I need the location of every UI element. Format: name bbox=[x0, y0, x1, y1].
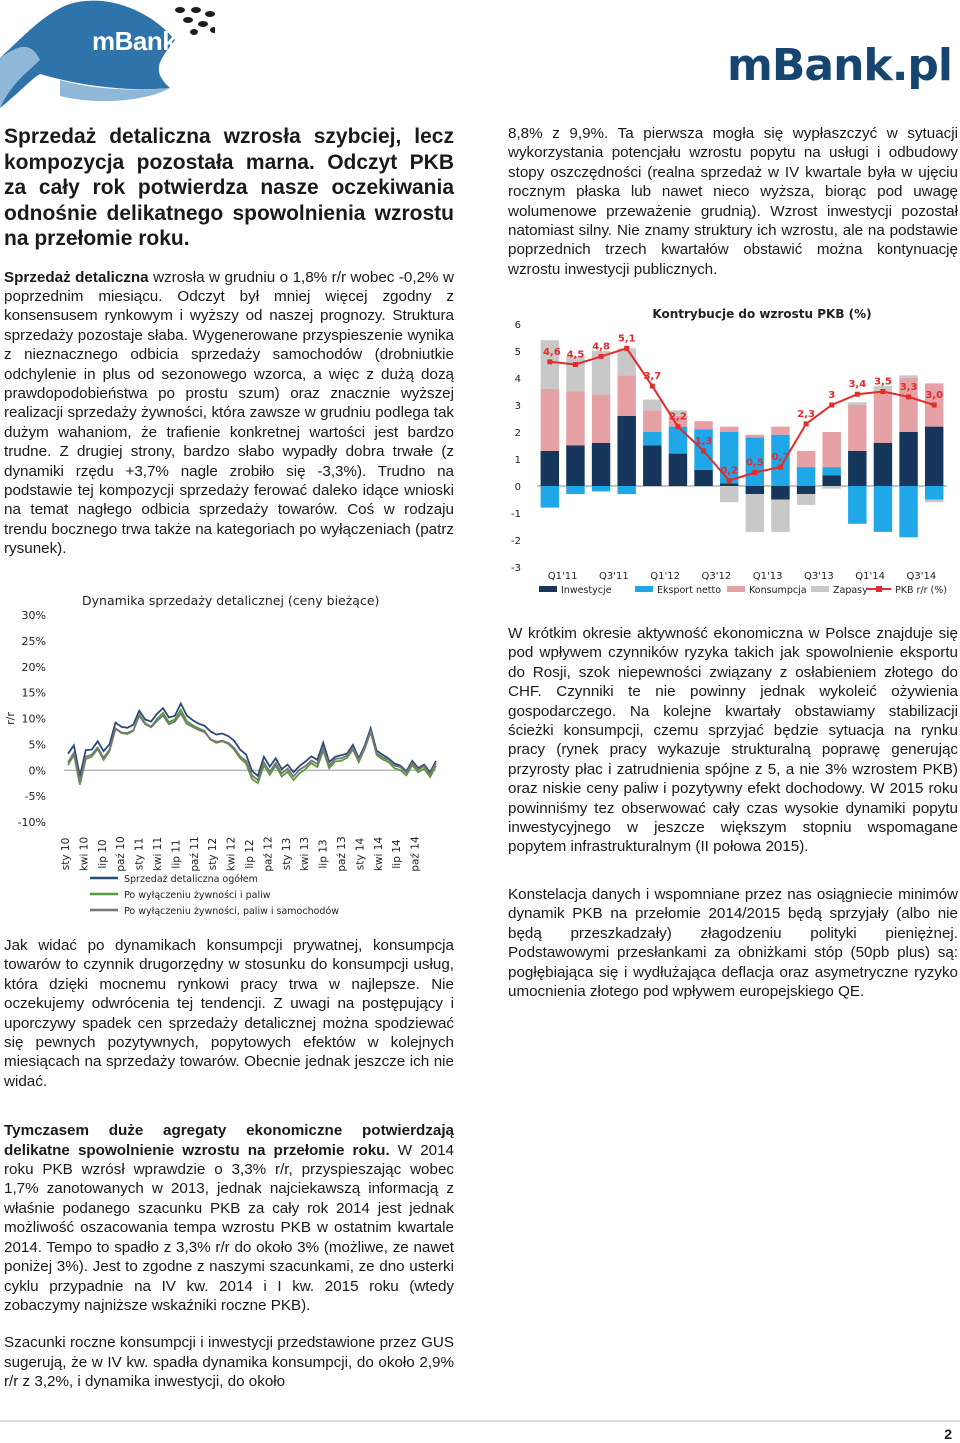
x-tick-label: sty 12 bbox=[207, 837, 220, 871]
bar-segment bbox=[720, 483, 738, 486]
left-column-top bbox=[4, 124, 454, 559]
bar-segment bbox=[822, 467, 840, 475]
consumption-paragraph: Jak widać po dynamikach konsumpcji prywatnej, konsumpcja towarów to czynnik drugorzędny w stosunku do konsumpcji usług, która dzięki mocnemu rynkowi pracy trwa w najlepsze. Nie oczekujemy odwrócenia tej tendencji. Z uwagi na postępujący i uporczywy spadek cen sprzedaży detalicznej można spodziewać się pewnych pozytywnych, popytowych efektów w kolejnych miesiącach na sprzedaży towarów. Obecnie jednak jeszcze ich nie widać. bbox=[4, 937, 454, 1090]
gdp-contribution-chart bbox=[505, 302, 960, 607]
x-tick-label: paź 13 bbox=[336, 836, 348, 872]
x-tick-label: lip 14 bbox=[391, 839, 404, 869]
bar-segment bbox=[874, 486, 892, 532]
x-tick-label: kwi 10 bbox=[78, 836, 91, 872]
x-tick-label: paź 11 bbox=[188, 836, 201, 872]
bar-segment bbox=[746, 494, 764, 532]
bar-segment bbox=[541, 486, 559, 508]
legend-label: Po wyłączeniu żywności i paliw bbox=[124, 890, 271, 901]
gdp-marker bbox=[880, 389, 885, 394]
bar-segment bbox=[822, 475, 840, 486]
bar-segment bbox=[720, 427, 738, 432]
gdp-marker bbox=[599, 354, 604, 359]
gdp-marker bbox=[650, 384, 655, 389]
bar-segment bbox=[566, 446, 584, 487]
retail-sales-paragraph bbox=[4, 268, 454, 559]
retail-sales-text: wzrosła w grudniu o 1,8% r/r wobec -0,2% w poprzednim miesiącu. Odczyt był mniej więcej zgodny z konsensusem rynkowym i wyższy od naszej prognozy. Struktura sprzedaży pozostaje słaba. Wygenerowane przyspieszenie wynika z nieznacznego odbicia sprzedaży samochodów (drobniutkie odchylenie in plus od sezonowego wzorca, a więc z dużą dozą prawdopodobieństwa po prostu szum) oraz znacznie wyższej realizacji sprzedaży żywności, która zawsze w grudniu podlega tak dużym wahaniom, że trafienie konkretnej wartości jest bardzo trudne. Z drugiej strony, bardzo słabo wypadły dobra trwałe (z dynamiki rzędu +3,7% nagle zrobiło się -3,3%). Trudno na podstawie tej kompozycji sprzedaży ferować daleko idące wnioski na temat nagłego odbicia sprzedaży towarów. Coś w rodzaju trendu bocznego trwa także na kategoriach po wyłączeniach (patrz rysunek). bbox=[4, 268, 455, 558]
gdp-marker bbox=[932, 403, 937, 408]
y-tick-label: -10% bbox=[17, 816, 46, 829]
gdp-marker bbox=[906, 394, 911, 399]
gdp-marker bbox=[573, 362, 578, 367]
bar-segment bbox=[925, 486, 943, 500]
bar-segment bbox=[694, 470, 712, 486]
y-tick-label: 0 bbox=[514, 482, 521, 493]
y-tick-label: 1 bbox=[514, 455, 521, 466]
x-tick-label: kwi 11 bbox=[152, 836, 164, 872]
bar-segment bbox=[746, 486, 764, 494]
x-tick-label: kwi 13 bbox=[299, 836, 312, 872]
gdp-data-label: 2,2 bbox=[669, 411, 687, 423]
bar-segment bbox=[541, 451, 559, 486]
bar-segment bbox=[617, 416, 635, 486]
section-heading: Sprzedaż detaliczna wzrosła szybciej, lecz kompozycja pozostała marna. Odczyt PKB za cały rok potwierdza nasze oczekiwania odnośnie delikatnego spowolnienia wzrostu na przełomie roku. bbox=[4, 125, 454, 250]
bar-segment bbox=[797, 451, 815, 467]
bar-segment bbox=[592, 486, 610, 491]
x-tick-label: Q1'13 bbox=[752, 571, 783, 582]
gdp-marker bbox=[675, 424, 680, 429]
bar-segment bbox=[874, 443, 892, 486]
bar-segment bbox=[899, 432, 917, 486]
legend-swatch bbox=[539, 586, 557, 592]
y-tick-label: 20% bbox=[21, 660, 46, 674]
x-tick-label: Q1'12 bbox=[650, 571, 680, 582]
gdp-marker bbox=[547, 359, 552, 364]
bar-segment bbox=[694, 421, 712, 429]
y-tick-label: -3 bbox=[511, 563, 521, 574]
gdp-data-label: 3,4 bbox=[848, 379, 867, 391]
bar-segment bbox=[771, 427, 789, 435]
legend-label: Po wyłączeniu żywności, paliw i samochodów bbox=[124, 906, 340, 917]
x-tick-label: sty 13 bbox=[280, 837, 293, 871]
y-tick-label: 25% bbox=[21, 634, 46, 648]
x-tick-label: lip 13 bbox=[317, 839, 330, 869]
bar-segment bbox=[822, 486, 840, 489]
x-tick-label: lip 11 bbox=[170, 839, 183, 869]
right-column-bottom bbox=[508, 624, 958, 1001]
y-tick-label: 2 bbox=[514, 428, 521, 439]
legend-label: Sprzedaż detaliczna ogółem bbox=[124, 874, 258, 885]
bar-segment bbox=[617, 375, 635, 416]
bar-segment bbox=[874, 392, 892, 443]
footer-divider bbox=[0, 1420, 960, 1422]
bar-segment bbox=[643, 410, 661, 432]
right-column-top bbox=[508, 124, 958, 279]
gdp-text: W 2014 roku PKB wzrósł wprawdzie o 3,3% r/r, przyspieszając wobec 1,7% zanotowanych w 2013, jednak najciekawszą informacją z właśnie podanego szacunku PKB za cały rok 2014 jest jednak możliwość oszacowania tempa wzrostu PKB w ostatnim kwartale 2014. Tempo to spadło z 3,3% r/r do około 3% (możliwe, ze nawet poniżej 3%). Jest to zgodne z naszymi szacunkami, ze dno usterki cyklu przypadnie na IV kw. 2014 i I kw. 2015 roku (wtedy zobaczymy najniższe wskaźniki roczne PKB). bbox=[4, 1141, 454, 1314]
x-tick-label: Q3'13 bbox=[804, 571, 834, 582]
gdp-marker bbox=[727, 478, 732, 483]
gdp-data-label: 1,3 bbox=[694, 435, 713, 447]
gdp-data-label: 3,0 bbox=[925, 390, 944, 401]
y-tick-label: 10% bbox=[21, 712, 46, 726]
x-tick-label: kwi 12 bbox=[225, 836, 238, 872]
bar-segment bbox=[566, 392, 584, 446]
bar-segment bbox=[797, 467, 815, 486]
gdp-data-label: 3,3 bbox=[899, 381, 918, 393]
y-tick-label: 5 bbox=[514, 347, 521, 358]
bar-segment bbox=[566, 486, 584, 494]
chart-title: Dynamika sprzedaży detalicznej (ceny bieżące) bbox=[82, 593, 380, 608]
y-tick-label: 3 bbox=[514, 401, 521, 412]
estimates-paragraph: Szacunki roczne konsumpcji i inwestycji przedstawione przez GUS sugerują, że w IV kw. spadła dynamika konsumpcji, do około 2,9% r/r z 3,2%, i dynamika inwestycji, do około bbox=[4, 1334, 454, 1391]
mbank-logo-text: mBank bbox=[92, 26, 177, 56]
gdp-data-label: 3,7 bbox=[643, 371, 662, 383]
gdp-marker bbox=[752, 470, 757, 475]
gdp-marker bbox=[701, 448, 706, 453]
legend-label: Eksport netto bbox=[657, 585, 722, 596]
y-tick-label: -5% bbox=[24, 790, 46, 804]
bar-segment bbox=[822, 432, 840, 467]
bar-segment bbox=[643, 432, 661, 446]
bar-segment bbox=[848, 451, 866, 486]
gdp-marker bbox=[624, 346, 629, 351]
y-tick-label: 5% bbox=[28, 738, 46, 752]
site-logo[interactable]: mBank.pl bbox=[727, 40, 952, 91]
x-tick-label: sty 11 bbox=[133, 837, 146, 871]
x-tick-label: Q3'11 bbox=[599, 571, 629, 582]
x-tick-label: paź 10 bbox=[115, 836, 128, 872]
bar-segment bbox=[848, 486, 866, 524]
gdp-data-label: 0,5 bbox=[745, 457, 764, 469]
bar-segment bbox=[848, 402, 866, 405]
bar-segment bbox=[925, 427, 943, 486]
y-tick-label: 0% bbox=[28, 764, 46, 778]
bar-segment bbox=[771, 500, 789, 532]
gdp-marker bbox=[778, 465, 783, 470]
gdp-marker bbox=[804, 421, 809, 426]
gdp-data-label: 2,3 bbox=[797, 408, 815, 420]
legend-swatch bbox=[811, 586, 829, 592]
gdp-data-label: 3,5 bbox=[874, 376, 892, 388]
gdp-data-label: 5,1 bbox=[617, 333, 636, 345]
x-tick-label: paź 14 bbox=[409, 836, 422, 872]
bar-segment bbox=[643, 446, 661, 487]
bar-segment bbox=[746, 435, 764, 438]
x-tick-label: Q1'14 bbox=[855, 571, 885, 582]
legend-label: PKB r/r (%) bbox=[895, 585, 947, 596]
y-tick-label: 4 bbox=[514, 374, 521, 385]
gdp-paragraph bbox=[4, 1121, 454, 1315]
x-tick-label: lip 10 bbox=[96, 839, 109, 869]
bar-segment bbox=[720, 486, 738, 502]
x-tick-label: Q3'12 bbox=[701, 571, 732, 582]
bar-segment bbox=[669, 454, 687, 486]
gdp-data-label: 4,6 bbox=[542, 346, 561, 358]
gdp-data-label: 0,2 bbox=[720, 465, 739, 477]
legend-swatch bbox=[635, 586, 653, 592]
x-tick-label: paź 12 bbox=[262, 836, 275, 872]
bar-segment bbox=[797, 494, 815, 505]
page-number: 2 bbox=[944, 1426, 952, 1442]
x-tick-label: kwi 14 bbox=[372, 836, 385, 872]
bar-segment bbox=[592, 394, 610, 443]
investment-paragraph: 8,8% z 9,9%. Ta pierwsza mogła się wypłaszczyć w sytuacji wykorzystania potencjału wzrostu popytu na usługi i odbudowy stopy oszczędności (realna sprzedaż w IV kwartale była w ujęciu rocznym płaska lub nawet nieco wyższa, biorąc pod uwagę wolumenowe przeważenie grudnią). Wzrost inwestycji pozostał natomiast silny. Nie znamy struktury ich wzrostu, ale na podstawie poprzednich trzech kwartałów obstawić można kontynuację wzrostu inwestycji publicznych. bbox=[508, 125, 958, 278]
chart-title: Kontrybucje do wzrostu PKB (%) bbox=[652, 307, 872, 321]
x-tick-label: sty 14 bbox=[354, 837, 367, 871]
legend-label: Zapasy bbox=[833, 585, 868, 596]
gdp-data-label: 0,7 bbox=[771, 452, 790, 464]
gdp-data-label: 4,5 bbox=[566, 349, 585, 361]
legend-swatch bbox=[727, 586, 745, 592]
retail-sales-chart bbox=[0, 585, 460, 925]
bar-segment bbox=[592, 443, 610, 486]
bar-segment bbox=[541, 389, 559, 451]
bar-segment bbox=[797, 486, 815, 494]
x-tick-label: sty 10 bbox=[60, 837, 72, 871]
gdp-lead: Tymczasem duże agregaty ekonomiczne potwierdzają delikatne spowolnienie wzrostu na przełomie roku. bbox=[4, 1122, 454, 1159]
y-tick-label: -2 bbox=[511, 536, 521, 547]
gdp-data-label: 4,8 bbox=[592, 341, 610, 353]
y-tick-label: -1 bbox=[511, 509, 521, 520]
bar-segment bbox=[643, 400, 661, 411]
legend-marker bbox=[876, 586, 882, 592]
x-tick-label: Q3'14 bbox=[906, 571, 937, 582]
x-tick-label: Q1'11 bbox=[547, 571, 578, 582]
x-tick-label: lip 12 bbox=[244, 839, 256, 869]
series-line bbox=[68, 704, 436, 777]
policy-paragraph: Konstelacja danych i wspomniane przez nas osiągniecie minimów dynamik PKB na przełomie 2014/2015 będą sprzyjały (albo nie będą przeszkadzały) złagodzeniu polityki pieniężnej. Podstawowymi przesłankami za obniżkami stóp (50pb plus) są: pogłębiająca się i wydłużająca deflacja oraz asymetryczne ryzyko umocnienia złotego pod wpływem europejskiego QE. bbox=[508, 885, 958, 1000]
bar-segment bbox=[899, 375, 917, 378]
bar-segment bbox=[848, 405, 866, 451]
bar-segment bbox=[617, 486, 635, 494]
bar-segment bbox=[771, 486, 789, 500]
left-column-bottom bbox=[4, 936, 454, 1392]
y-tick-label: 6 bbox=[514, 320, 521, 331]
gdp-data-label: 3 bbox=[828, 390, 836, 401]
bar-segment bbox=[617, 348, 635, 375]
y-tick-label: 15% bbox=[21, 686, 46, 700]
bar-segment bbox=[899, 486, 917, 537]
bar-segment bbox=[925, 500, 943, 503]
y-axis-label: r/r bbox=[4, 712, 17, 725]
y-tick-label: 30% bbox=[21, 609, 46, 622]
risk-paragraph: W krótkim okresie aktywność ekonomiczna w Polsce znajduje się pod wpływem czynników ryzyka takich jak spowolnienie eksportu do Rosji, szok niepewności związany z osłabieniem złotego do CHF. Czynniki te nie powinny jednak wykoleić ożywienia gospodarczego. Na kolejne kwartały obstawiamy stabilizacji ścieżki konsumpcji, czemu sprzyjać będzie sytuacja na rynku pracy (rynek pracy wykazuje strukturalną poprawę generując przyrosty płac i zatrudnienia spójne z 5, a nie 3% wzrostem PKB) oraz niskie ceny paliw i pozytywny efekt dochodowy. W 2015 roku powinniśmy tez obserwować cały czas wysokie dynamiki popytu inwestycyjnego w jeszcze większym stopniu wspomagane popytem infrastrukturalnym (II połowa 2015). bbox=[508, 625, 958, 856]
gdp-marker bbox=[855, 392, 860, 397]
retail-sales-lead: Sprzedaż detaliczna bbox=[4, 268, 149, 286]
legend-label: Inwestycje bbox=[561, 585, 612, 596]
legend-label: Konsumpcja bbox=[749, 585, 807, 596]
bar-segment bbox=[669, 427, 687, 454]
gdp-marker bbox=[829, 403, 834, 408]
